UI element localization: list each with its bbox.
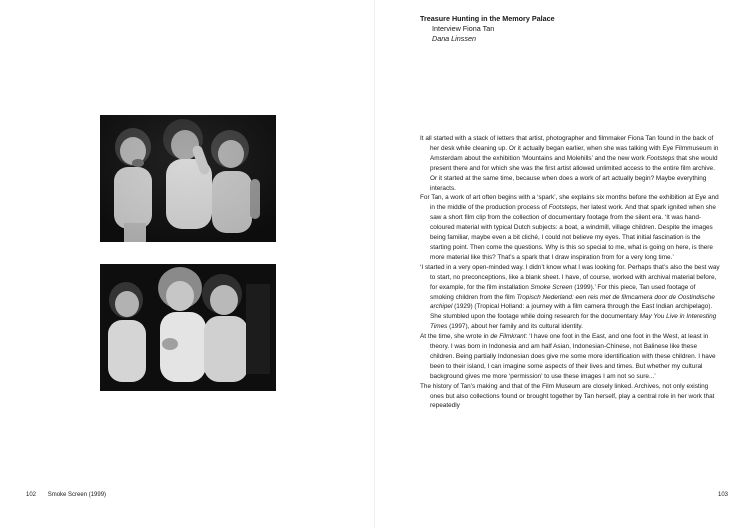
body-paragraph [420,134,720,193]
text-run: , her latest work. And that spark ignited when she saw a short film clip from the collection of documentary footage from the silent era. ‘It was hand-coloured material with typical Dutch subjects: a boat, a windmill, village children. Despite the images being familiar, maybe even a bit cliché, I could not believe my eyes. That initial fascination is the starting point. Then come the questions. Why is this so special to me, what is going on here, is there more material like this? That’s a spark that I draw inspiration from for a very long time.’ [430,204,716,261]
text-run: ‘I started in a very open-minded way. I didn’t know what I was looking for. Perhaps that’s also the best way to start, no preconceptions, like a blank sheet. I have, of course, worked with archival material before, for example, for the film installation [420,263,720,291]
folio-left [26,491,106,499]
text-run: At the time, she wrote in [420,333,491,341]
folio-right [718,491,728,499]
text-run: (1929) (Tropical Holland: a journey with a film camera through the East Indian archipelago). She stumbled upon the footage while doing research for the documentary [430,303,713,321]
body-paragraph [420,332,720,382]
film-still-top [100,115,276,242]
body-paragraph [420,193,720,262]
article-header [420,14,720,44]
italic-title: Footsteps [548,204,577,212]
italic-title: Smoke Screen [530,283,573,291]
page-gutter [374,0,375,528]
article-author: Dana Linssen [432,34,476,43]
page-number-left: 102 [26,492,37,498]
body-paragraph [420,263,720,332]
text-run: The history of Tan’s making and that of the Film Museum are closely linked. Archives, not only existing ones but also collections found or brought together by Tan herself, play a central role in her work that repeatedly [420,382,715,410]
text-run: It all started with a stack of letters that artist, photographer and filmmaker Fiona Tan found in the back of her desk while cleaning up. Or it actually began earlier, when she was talking with Eye Filmmuseum in Amsterdam about the exhibition ‘Mountains and Molehills’ and the new work [420,135,719,162]
italic-title: de Filmkrant [490,333,526,341]
italic-title: Footsteps [646,154,675,162]
page-number-right: 103 [717,492,728,498]
italic-title: Tropisch Nederland: een reis met de filmcamera door de Oostindische archipel [430,293,715,311]
text-run: : ‘I have one foot in the East, and one foot in the West, at least in theory. I was born in Indonesia and am half Asian, Indonesian-Chinese, not Balinese like these children. Being partially Indonesian does give me some more identification with these children. I have been to their island, I can imagine some aspects of their lives and times. But whether my cultural background gives me more ‘permission’ to use these images I am not so sure...’ [430,333,716,380]
film-still-bottom [100,264,276,391]
text-run: (1997), about her family and its cultural identity. [447,323,583,331]
text-run: For Tan, a work of art often begins with a ‘spark’, she explains six months before the exhibition at Eye and in the middle of the production process of [420,194,719,212]
image-caption: Smoke Screen (1999) [47,492,107,498]
italic-title: May You Live in Interesting Times [430,313,717,331]
article-subtitle: Interview Fiona Tan [432,24,495,33]
article-title: Treasure Hunting in the Memory Palace [420,14,555,23]
article-body [420,134,720,411]
body-paragraph [420,382,720,412]
text-run: (1999).’ For this piece, Tan used footage of smoking children from the film [430,283,696,301]
text-run: that she would present there and for which she was the first artist allowed unlimited access to the entire film archive. Or it started at the same time, because when does a work of art actually begin? Maybe everything interacts. [430,154,718,192]
